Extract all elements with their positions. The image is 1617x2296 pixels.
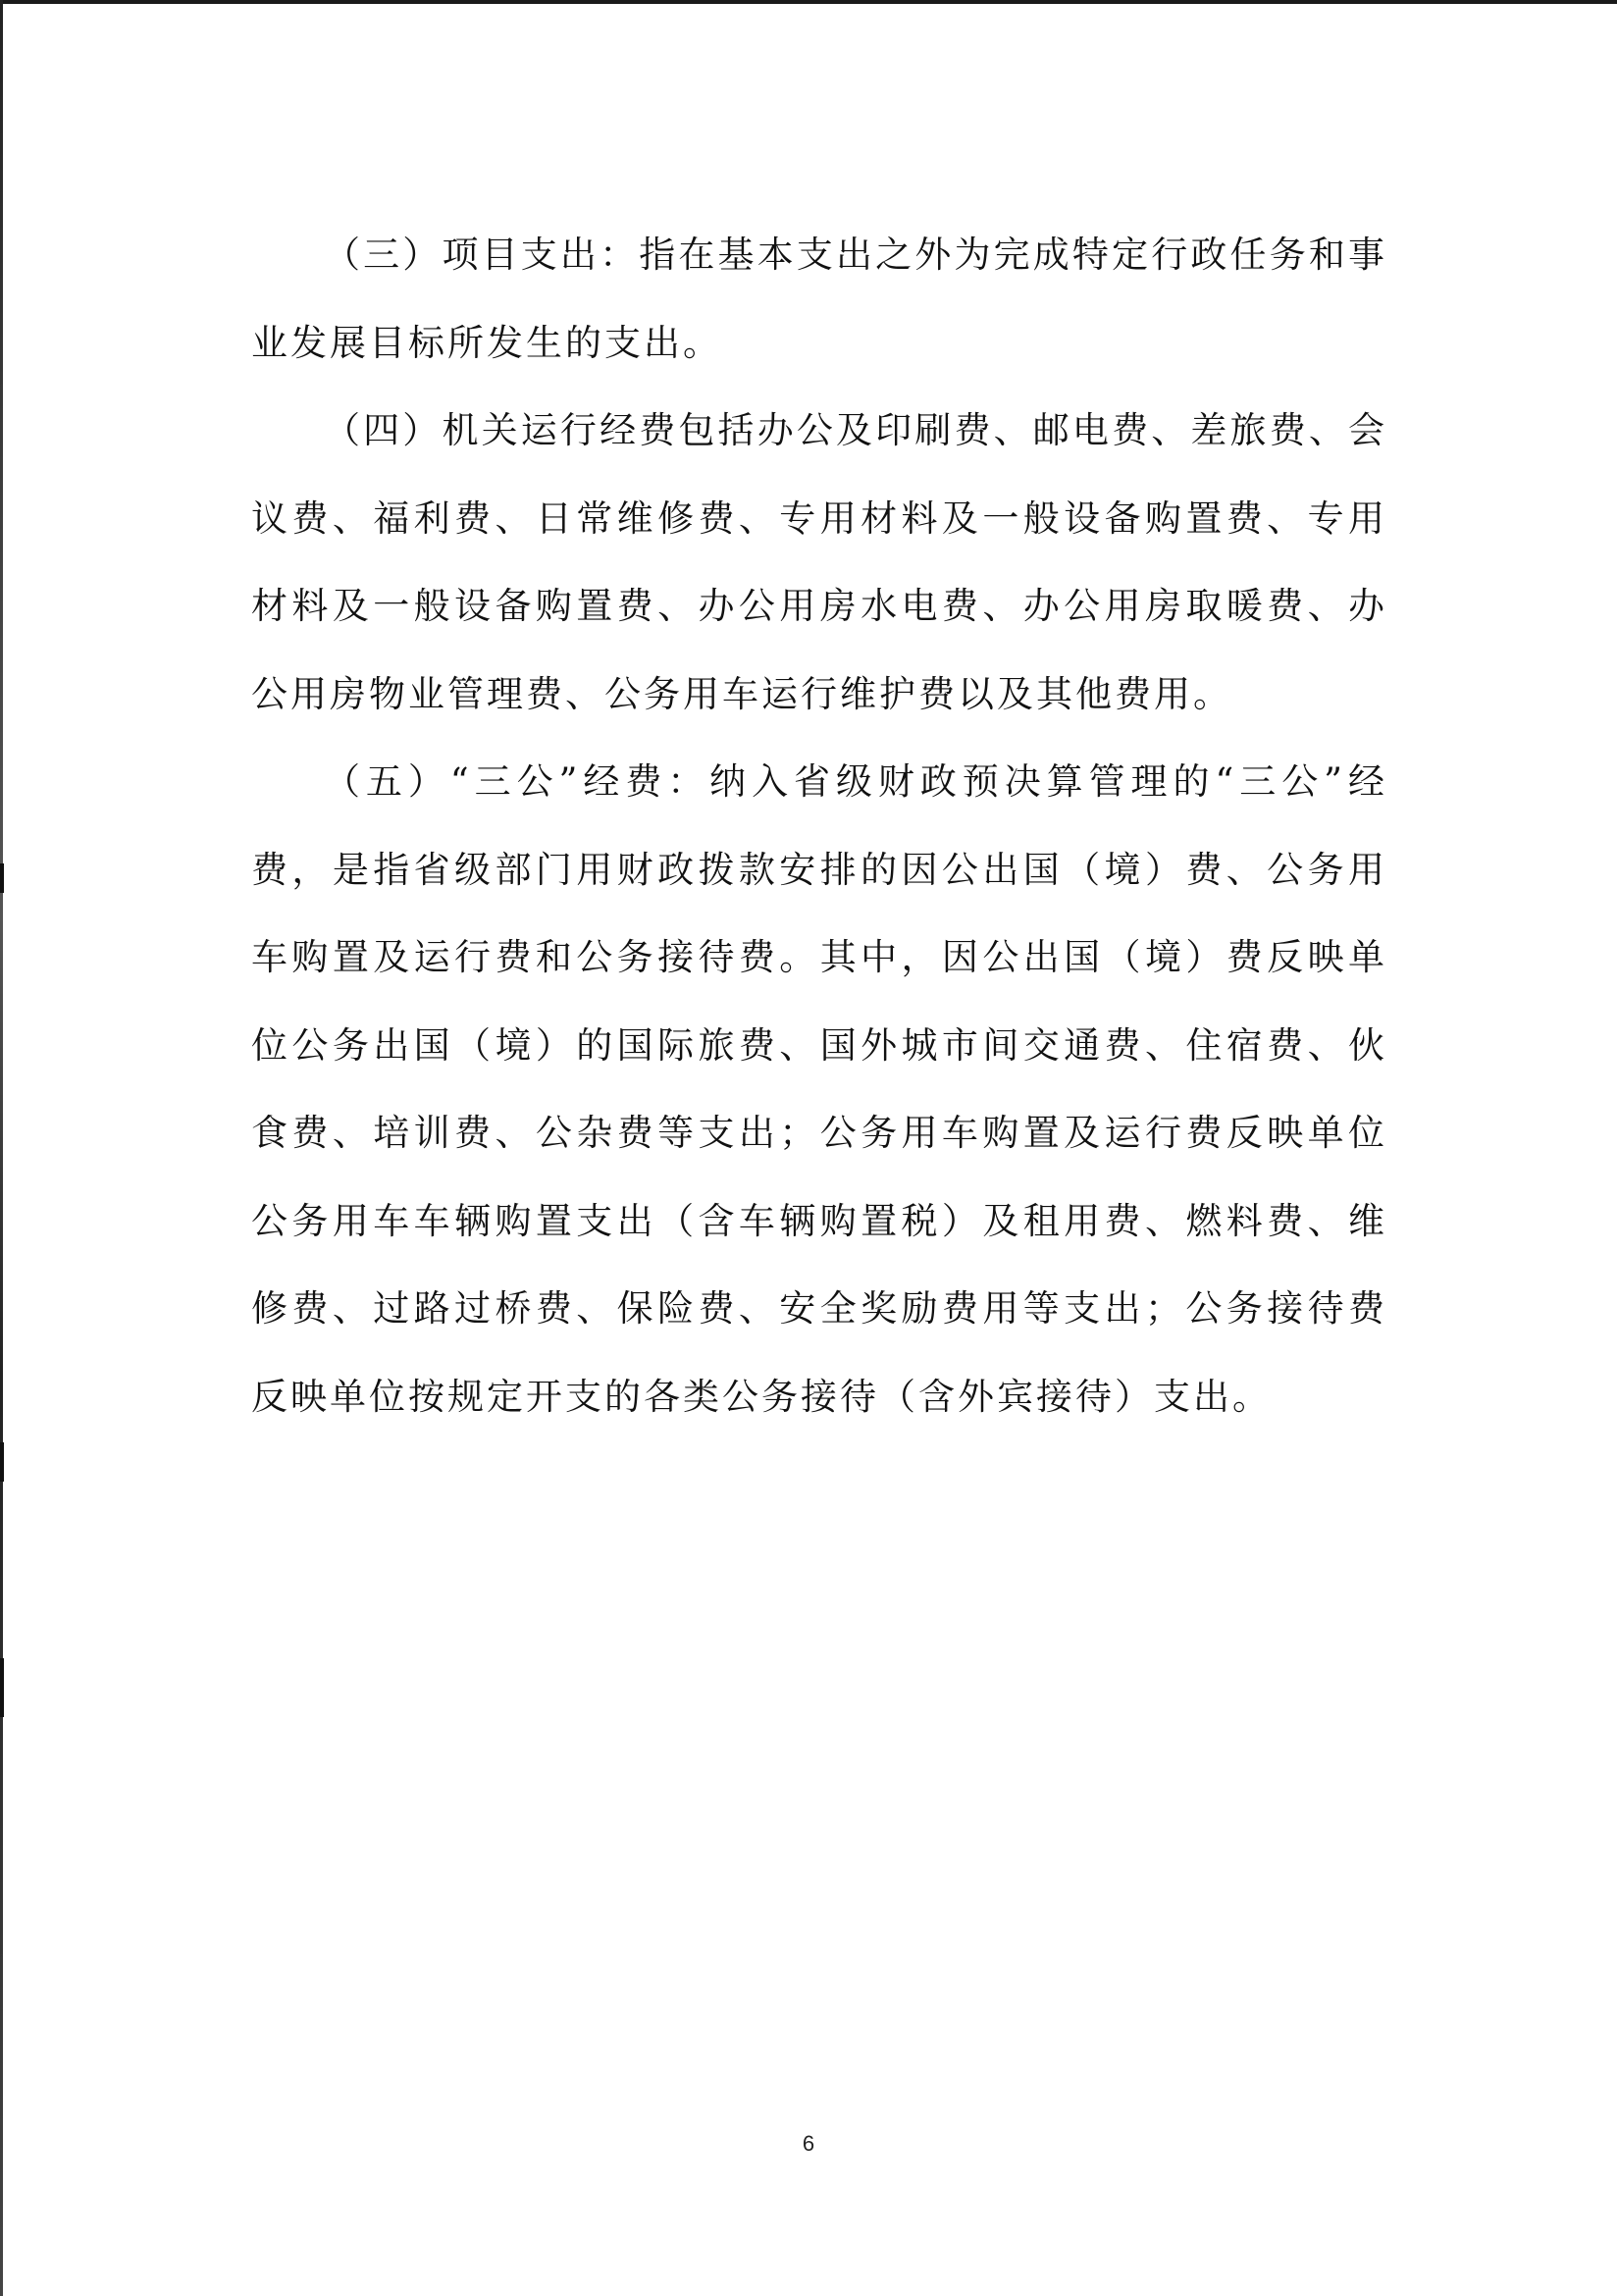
scan-border-left: [0, 0, 3, 2296]
paragraph-three-public-expenses: （五）“三公”经费：纳入省级财政预决算管理的“三公”经费，是指省级部门用财政拨款安排的因公出国（境）费、公务用车购置及运行费和公务接待费。其中，因公出国（境）费反映单位公务出国（境）的国际旅费、国外城市间交通费、住宿费、伙食费、培训费、公杂费等支出；公务用车购置及运行费反映单位公务用车车辆购置支出（含车辆购置税）及租用费、燃料费、维修费、过路过桥费、保险费、安全奖励费用等支出；公务接待费反映单位按规定开支的各类公务接待（含外宾接待）支出。: [251, 760, 1387, 1418]
scan-mark: [0, 863, 4, 893]
page-number: 6: [802, 2131, 815, 2156]
paragraph-project-expenditure: （三）项目支出：指在基本支出之外为完成特定行政任务和事业发展目标所发生的支出。: [251, 234, 1387, 364]
scan-border-top: [0, 0, 1617, 4]
scan-mark: [0, 1658, 4, 1717]
paragraph-operating-expenses: （四）机关运行经费包括办公及印刷费、邮电费、差旅费、会议费、福利费、日常维修费、专用材料及一般设备购置费、专用材料及一般设备购置费、办公用房水电费、办公用房取暖费、办公用房物业管理费、公务用车运行维护费以及其他费用。: [251, 409, 1387, 715]
scan-mark: [0, 1442, 4, 1482]
document-body: [251, 211, 1387, 1440]
